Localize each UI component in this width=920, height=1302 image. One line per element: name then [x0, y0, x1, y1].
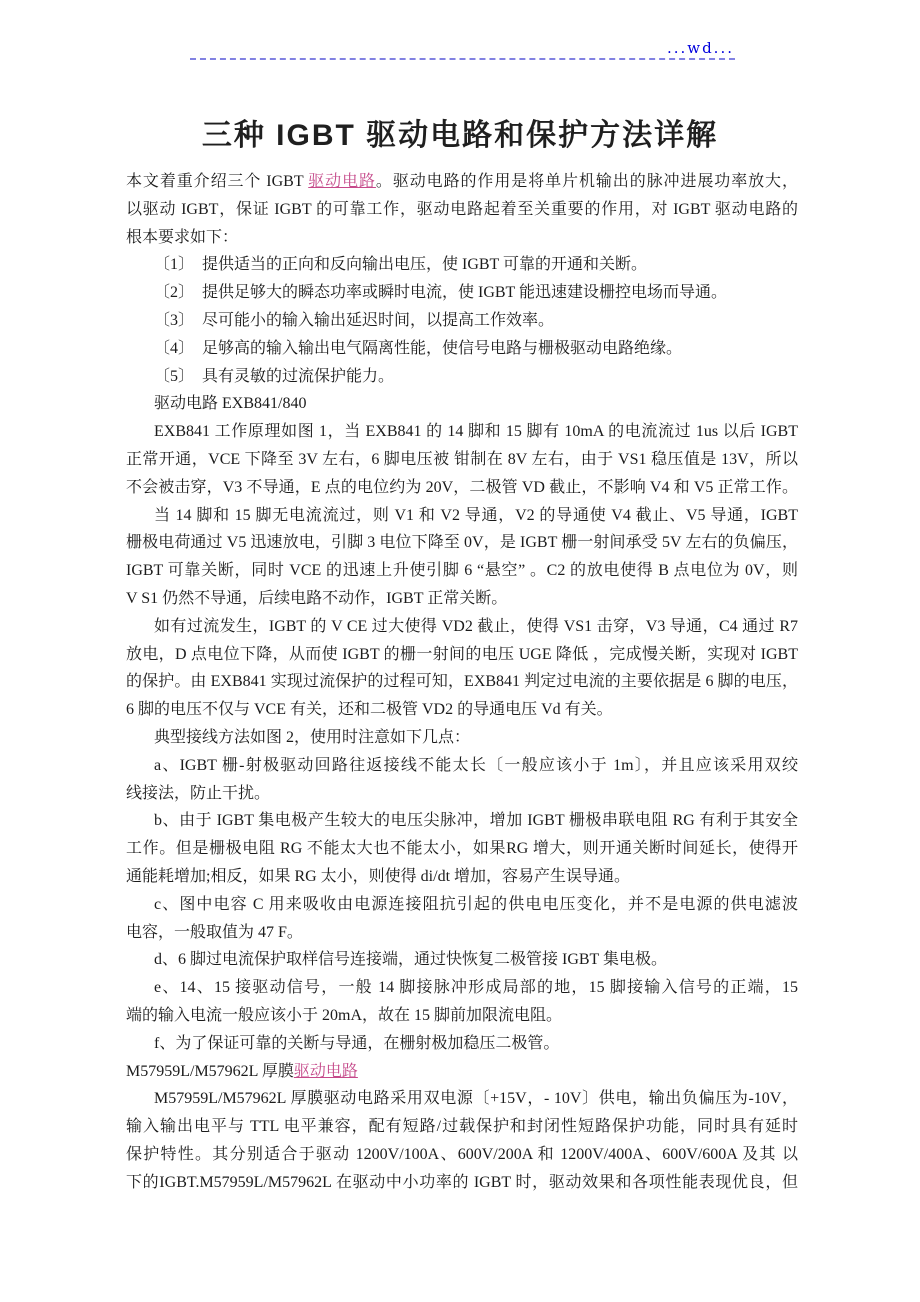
text-segment: f、为了保证可靠的关断与导通，在栅射极加稳压二极管。	[154, 1034, 560, 1052]
text-segment: 如有过流发生，IGBT 的 V CE 过大使得 VD2 截止，使得 VS1 击穿，V3 导通，C4 通过 R7	[154, 617, 798, 635]
text-line	[126, 974, 798, 1002]
text-line	[126, 585, 798, 613]
text-line	[126, 529, 798, 557]
text-line	[126, 919, 798, 947]
text-segment: EXB841 工作原理如图 1，当 EXB841 的 14 脚和 15 脚有 10mA 的电流流过 1us 以后 IGBT	[154, 423, 798, 441]
text-segment: d、6 脚过电流保护取样信号连接端，通过快恢复二极管接 IGBT 集电极。	[154, 951, 668, 969]
text-line	[126, 696, 798, 724]
text-line	[126, 1169, 798, 1197]
text-segment: 线接法，防止干扰。	[126, 784, 271, 802]
page-title: 三种 IGBT 驱动电路和保护方法详解	[201, 119, 719, 152]
text-segment: 电容，一般取值为 47 F。	[126, 923, 303, 941]
text-line	[126, 390, 798, 418]
text-line	[126, 807, 798, 835]
text-segment: 〔2〕 提供足够大的瞬态功率或瞬时电流，使 IGBT 能迅速建设栅控电场而导通。	[154, 284, 728, 302]
text-line	[126, 335, 798, 363]
text-line	[126, 668, 798, 696]
text-segment: 本文着重介绍三个 IGBT	[126, 173, 309, 190]
text-line	[126, 641, 798, 669]
text-line	[126, 363, 798, 391]
text-segment: 驱动电路 EXB841/840	[154, 395, 307, 413]
drive-circuit-link[interactable]: 驱动电路	[308, 173, 376, 190]
text-segment: 〔1〕 提供适当的正向和反向输出电压，使 IGBT 可靠的开通和关断。	[154, 256, 648, 274]
text-segment: 根本要求如下：	[126, 228, 239, 246]
text-segment: 端的输入电流一般应该小于 20mA，故在 15 脚前加限流电阻。	[126, 1006, 563, 1024]
text-line	[126, 946, 798, 974]
text-segment: 工作。但是栅极电阻 RG 不能太大也不能太小，如果RG 增大，则开通关断时间延长，使得开	[126, 840, 798, 858]
drive-circuit-link[interactable]: 驱动电路	[293, 1062, 358, 1080]
document-body	[126, 168, 798, 1196]
text-line	[126, 835, 798, 863]
text-segment: 6 脚的电压不仅与 VCE 有关，还和二极管 VD2 的导通电压 Vd 有关。	[126, 701, 613, 719]
text-line	[126, 1002, 798, 1030]
text-line	[126, 1113, 798, 1141]
text-line	[126, 724, 798, 752]
text-segment: 当 14 脚和 15 脚无电流流过，则 V1 和 V2 导通，V2 的导通使 V4 截止、V5 导通，IGBT	[154, 506, 798, 524]
text-line	[126, 752, 798, 780]
text-segment: b、由于 IGBT 集电极产生较大的电压尖脉冲，增加 IGBT 栅极串联电阻 RG 有利于其安全	[154, 812, 798, 830]
text-line	[126, 863, 798, 891]
text-segment: 正常开通，VCE 下降至 3V 左右，6 脚电压被 钳制在 8V 左右，由于 VS1 稳压值是 13V，所以	[126, 450, 798, 468]
text-line	[126, 418, 798, 446]
text-line	[126, 1141, 798, 1169]
text-segment: 栅极电荷通过 V5 迅速放电，引脚 3 电位下降至 0V，是 IGBT 栅一射间承受 5V 左右的负偏压，	[126, 534, 798, 552]
text-segment: a、IGBT 栅-射极驱动回路往返接线不能太长〔一般应该小于 1m〕，并且应该采用双绞	[154, 756, 798, 774]
text-line	[126, 251, 798, 279]
text-segment: 保护特性。其分别适合于驱动 1200V/100A、600V/200A 和 1200V/400A、600V/600A 及其 以	[126, 1145, 798, 1163]
text-segment: 放电，D 点电位下降，从而使 IGBT 的栅一射间的电压 UGE 降低 ，完成慢关断，实现对 IGBT	[126, 645, 798, 663]
header-divider	[190, 58, 735, 60]
text-segment: 通能耗增加;相反，如果 RG 太小，则使得 di/dt 增加，容易产生误导通。	[126, 867, 631, 885]
text-segment: IGBT 可靠关断，同时 VCE 的迅速上升使引脚 6 “悬空” 。C2 的放电使得 B 点电位为 0V，则	[126, 562, 798, 580]
text-segment: 。驱动电路的作用是将单片机输出的脉冲进展功率放大，	[375, 173, 798, 190]
text-segment: 的保护。由 EXB841 实现过流保护的过程可知，EXB841 判定过电流的主要依据是 6 脚的电压，	[126, 673, 798, 691]
text-segment: c、图中电容 C 用来吸收由电源连接阻抗引起的供电电压变化，并不是电源的供电滤波	[154, 895, 798, 913]
text-line	[126, 474, 798, 502]
text-line	[126, 557, 798, 585]
text-line	[126, 1085, 798, 1113]
text-line	[126, 168, 798, 196]
text-segment: 〔4〕 足够高的输入输出电气隔离性能，使信号电路与栅极驱动电路绝缘。	[154, 339, 683, 357]
text-line	[126, 1030, 798, 1058]
text-segment: 典型接线方法如图 2，使用时注意如下几点：	[154, 728, 471, 746]
text-line	[126, 613, 798, 641]
text-line	[126, 446, 798, 474]
text-segment: M57959L/M57962L 厚膜驱动电路采用双电源〔+15V，- 10V〕供电，输出负偏压为-10V，	[154, 1090, 798, 1108]
text-line	[126, 780, 798, 808]
text-segment: 〔3〕 尽可能小的输入输出延迟时间，以提高工作效率。	[154, 311, 555, 329]
text-segment: 〔5〕 具有灵敏的过流保护能力。	[154, 367, 395, 385]
text-line	[126, 196, 798, 224]
text-segment: 以驱动 IGBT，保证 IGBT 的可靠工作，驱动电路起着至关重要的作用，对 IGBT 驱动电路的	[126, 200, 798, 218]
text-segment: V S1 仍然不导通，后续电路不动作，IGBT 正常关断。	[126, 589, 508, 607]
text-line	[126, 307, 798, 335]
text-segment: 下的IGBT.M57959L/M57962L 在驱动中小功率的 IGBT 时，驱动效果和各项性能表现优良，但	[126, 1173, 798, 1191]
text-line	[126, 224, 798, 252]
text-segment: M57959L/M57962L 厚膜	[126, 1062, 294, 1080]
text-segment: 不会被击穿，V3 不导通，E 点的电位约为 20V，二极管 VD 截止，不影响 V4 和 V5 正常工作。	[126, 478, 798, 496]
text-segment: 输入输出电平与 TTL 电平兼容，配有短路/过载保护和封闭性短路保护功能，同时具有延时	[126, 1118, 798, 1136]
text-line	[126, 279, 798, 307]
text-line	[126, 1058, 798, 1086]
header-watermark-link[interactable]: ...wd...	[666, 39, 734, 57]
text-line	[126, 502, 798, 530]
text-segment: e、14、15 接驱动信号，一般 14 脚接脉冲形成局部的地，15 脚接输入信号的正端，15	[154, 979, 798, 997]
text-line	[126, 891, 798, 919]
